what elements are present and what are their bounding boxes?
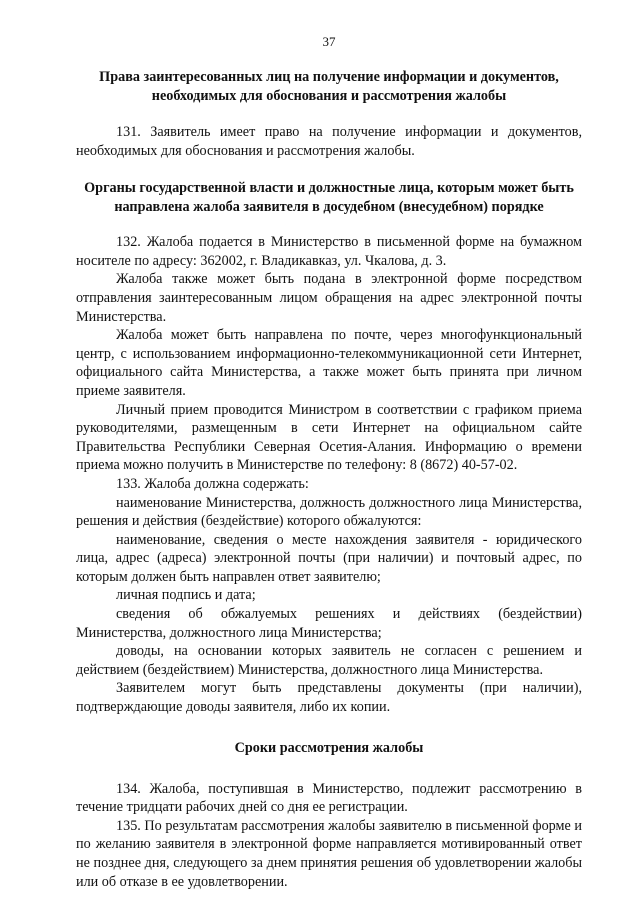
section-heading-review-terms: Сроки рассмотрения жалобы xyxy=(234,739,424,756)
paragraph-documents: Заявителем могут быть представлены документы (при наличии), подтверждающие доводы заявителя, либо их копии. xyxy=(76,680,582,716)
paragraph-131: 131. Заявитель имеет право на получение информации и документов, необходимых для обоснования и рассмотрения жалобы. xyxy=(76,124,582,159)
section-body-right-to-information xyxy=(76,123,582,160)
paragraph-personal-reception: Личный прием проводится Министром в соответствии с графиком приема руководителями, размещенным в сети Интернет на официальном сайте Правительства Республики Северная Осетия-Алания. Информацию о времени приема можно получить в Министерстве по телефону: 8 (8672) 40-57-02. xyxy=(76,401,582,474)
section-heading-authorities: Органы государственной власти и должностные лица, которым может быть направлена жалоба заявителя в досудебном (внесудебном) порядке xyxy=(84,180,574,216)
paragraph-133: 133. Жалоба должна содержать: xyxy=(116,475,309,492)
paragraph-132: 132. Жалоба подается в Министерство в письменной форме на бумажном носителе по адресу: 362002, г. Владикавказ, ул. Чкалова, д. 3. xyxy=(76,234,582,269)
paragraph-134: 134. Жалоба, поступившая в Министерство, подлежит рассмотрению в течение тридцати рабочих дней со дня ее регистрации. xyxy=(76,780,582,816)
list-item-decisions: сведения об обжалуемых решениях и действиях (бездействии) Министерства, должностного лица Министерства; xyxy=(76,606,582,641)
section-body-review-terms xyxy=(76,780,582,892)
section-body-authorities xyxy=(76,233,582,716)
page-number: 37 xyxy=(322,34,336,49)
list-item-ministry-name: наименование Министерства, должность должностного лица Министерства, решения и действия (бездействие) которого обжалуются: xyxy=(76,494,582,530)
list-item-signature: личная подпись и дата; xyxy=(116,587,256,604)
paragraph-mail: Жалоба может быть направлена по почте, через многофункциональный центр, с использованием информационно-телекоммуникационной сети Интернет, официального сайта Министерства, а также может быть принята при личном приеме заявителя. xyxy=(76,327,582,399)
paragraph-electronic-form: Жалоба также может быть подана в электронной форме посредством отправления заинтересованным лицом обращения на адрес электронной почты Министерства. xyxy=(76,271,582,325)
section-heading-right-to-information: Права заинтересованных лиц на получение информации и документов, необходимых для обоснования и рассмотрения жалобы xyxy=(99,69,559,104)
list-item-applicant-info: наименование, сведения о месте нахождения заявителя - юридического лица, адрес (адреса) электронной почты (при наличии) и почтовый адрес, по которым должен быть направлен ответ заявителю; xyxy=(76,531,582,585)
paragraph-135: 135. По результатам рассмотрения жалобы заявителю в письменной форме и по желанию заявителя в электронной форме направляется мотивированный ответ не позднее дня, следующего за днем принятия решения об удовлетворении жалобы или об отказе в ее удовлетворении. xyxy=(76,817,582,890)
list-item-arguments: доводы, на основании которых заявитель не согласен с решением и действием (бездействием) Министерства, должностного лица Министерства. xyxy=(76,643,582,678)
